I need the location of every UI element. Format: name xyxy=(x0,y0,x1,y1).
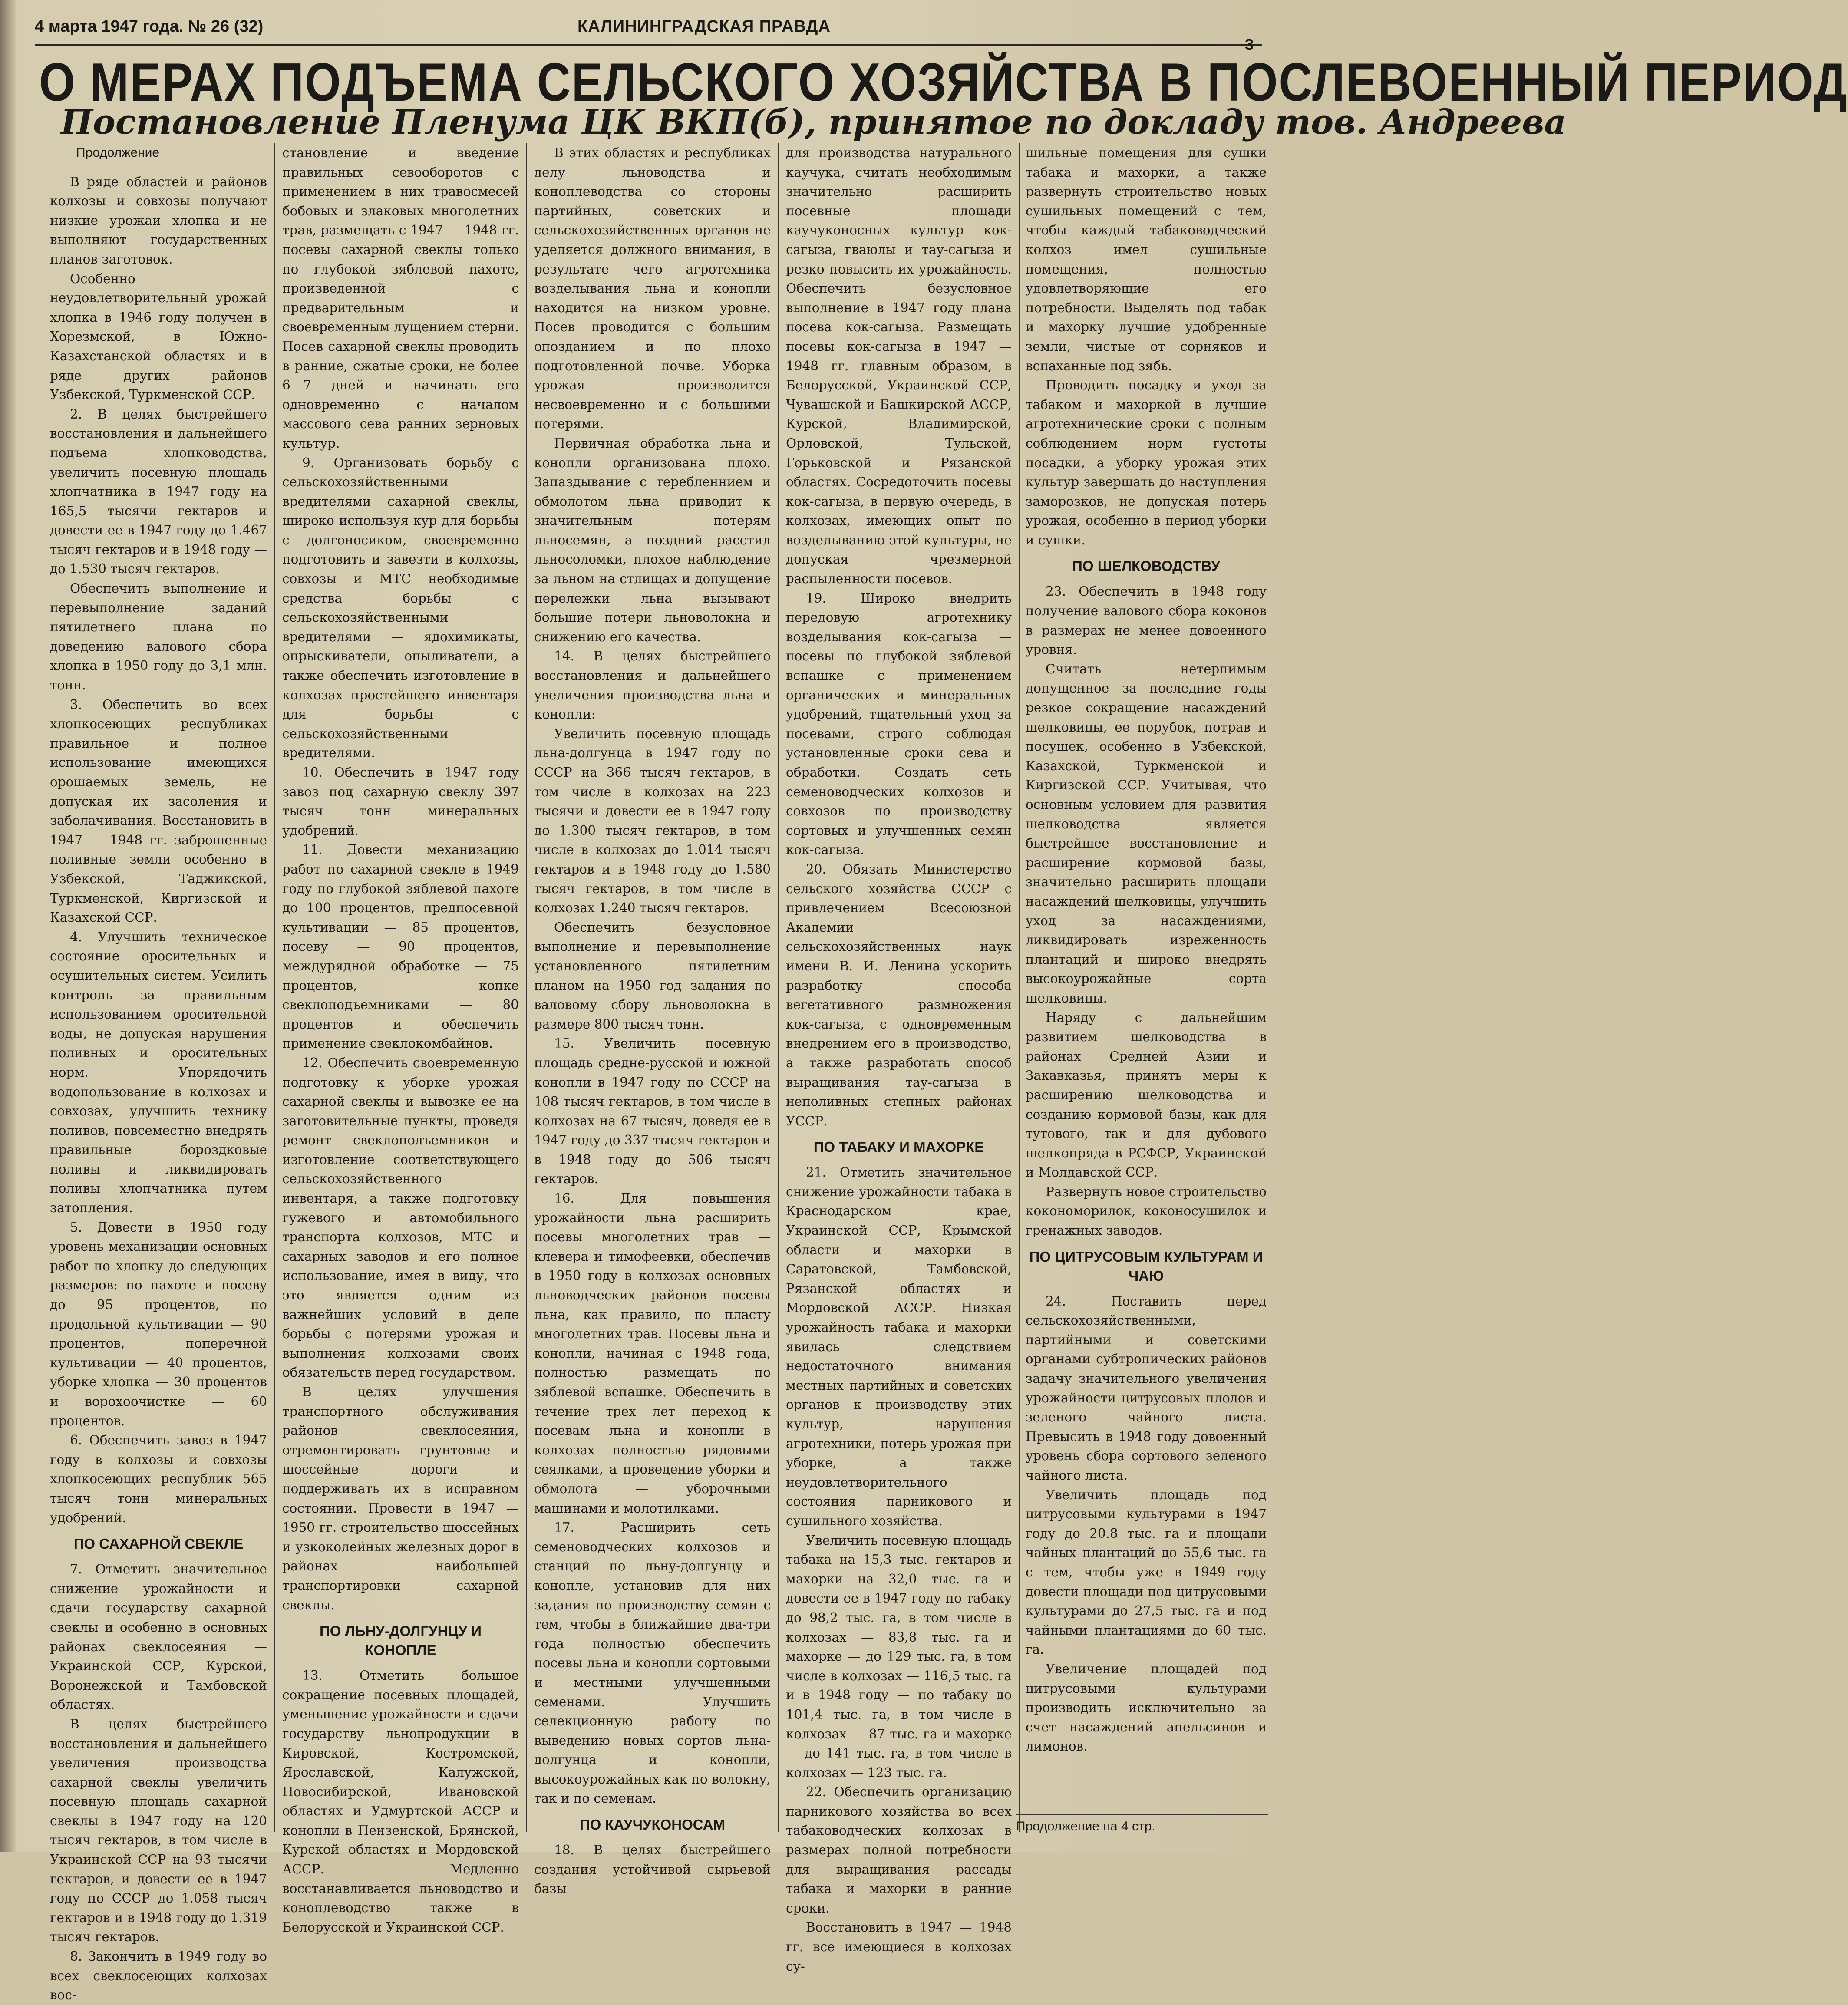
paragraph: 6. Обеспечить завоз в 1947 году в колхозы и совхозы хлопкосеющих республик 565 тысяч тонн минеральных удобрений. xyxy=(50,1433,267,1525)
paragraph: 17. Расширить сеть семеноводческих колхозов и станций по льну-долгунцу и конопле, установив для них задания по производству семян с тем, чтобы в ближайшие два-три года полностью обеспечить посевы льна и конопли сортовыми и местными улучшенными семенами. Улучшить селекционную работу по выведению новых сортов льна-долгунца и конопли, высокоурожайных как по волокну, так и по семенам. xyxy=(534,1520,771,1806)
text-column-1 xyxy=(50,143,267,2003)
paragraph: 13. Отметить большое сокращение посевных площадей, уменьшение урожайности и сдачи государству льнопродукции в Кировской, Костромской, Ярославской, Калужской, Новосибирской, Ивановской областях и Удмуртской АССР и конопли в Пензенской, Брянской, Курской областях и Мордовской АССР. Медленно восстанавливается льноводство и коноплеводство также в Белорусской и Украинской ССР. xyxy=(282,1668,519,1935)
column-divider xyxy=(778,143,779,1832)
paragraph: 8. Закончить в 1949 году во всех свеклосеющих колхозах вос- xyxy=(50,1949,267,2003)
text-column-2 xyxy=(282,143,519,1935)
text-column-4 xyxy=(786,143,1012,1974)
continuation-note: Продолжение на 4 стр. xyxy=(1016,1819,1155,1834)
headline: О МЕРАХ ПОДЪЕМА СЕЛЬСКОГО ХОЗЯЙСТВА В ПОСЛЕВОЕННЫЙ ПЕРИОД xyxy=(39,53,1848,112)
paragraph: 15. Увеличить посевную площадь средне-русской и южной конопли в 1947 году по СССР на 108 тысяч гектаров, в том числе в колхозах на 67 тысяч, доведя ее в 1947 году до 337 тысяч гектаров и в 1948 году до 506 тысяч гектаров. xyxy=(534,1036,771,1187)
column-divider xyxy=(526,143,527,1832)
newspaper-name: КАЛИНИНГРАДСКАЯ ПРАВДА xyxy=(578,17,831,36)
paragraph: Развернуть новое строительство кокономорилок, коконосушилок и гренажных заводов. xyxy=(1026,1184,1267,1238)
paragraph: 19. Широко внедрить передовую агротехнику возделывания кок-сагыза — посевы по глубокой зяблевой вспашке с применением органических и минеральных удобрений, тщательный уход за посевами, строго соблюдая установленные сроки сева и обработки. Создать сеть семеноводческих колхозов и совхозов по производству сортовых и улучшенных семян кок-сагыза. xyxy=(786,590,1012,857)
section-heading: ПО ШЕЛКОВОДСТВУ xyxy=(1072,558,1220,574)
paragraph: для производства натурального каучука, считать необходимым значительно расширить посевные площади каучуконосных культур кок-сагыза, гваюлы и тау-сагыза и резко повысить их урожайность. Обеспечить безусловное выполнение в 1947 году плана посева кок-сагыза. Размещать посевы кок-сагыза в 1947 — 1948 гг. главным образом, в Белорусской, Украинской ССР, Чувашской и Башкирской АССР, Курской, Владимирской, Орловской, Тульской, Горьковской и Рязанской областях. Сосредоточить посевы кок-сагыза, в первую очередь, в колхозах, имеющих опыт по возделыванию этой культуры, не допуская чрезмерной распыленности посевов. xyxy=(786,145,1012,587)
paragraph: Обеспечить безусловное выполнение и перевыполнение установленного пятилетним планом на 1950 год задания по валовому сбору льноволокна в размере 800 тысяч тонн. xyxy=(534,920,771,1032)
section-heading: ПО КАУЧУКОНОСАМ xyxy=(579,1817,726,1833)
paragraph: 22. Обеспечить организацию парникового хозяйства во всех табаководческих колхозах в размерах полной потребности для выращивания рассады табака и махорки в ранние сроки. xyxy=(786,1784,1012,1916)
paragraph: В ряде областей и районов колхозы и совхозы получают низкие урожаи хлопка и не выполняют государственных планов заготовок. xyxy=(50,174,267,267)
paragraph: 5. Довести в 1950 году уровень механизации основных работ по хлопку до следующих размеров: по пахоте и посеву до 95 процентов, по продольной культивации — 90 процентов, поперечной культивации — 40 процентов, уборке хлопка — 30 процентов и ворохоочистке — 60 процентов. xyxy=(50,1220,267,1428)
continuation-label: Продолжение xyxy=(76,145,160,160)
paragraph: В целях быстрейшего восстановления и дальнейшего увеличения производства сахарной свеклы увеличить посевную площадь сахарной свеклы в 1947 году на 120 тысяч гектаров, в том числе в Украинской ССР на 93 тысячи гектаров, и довести ее в 1947 году по СССР до 1.058 тысяч гектаров и в 1948 году до 1.319 тысяч гектаров. xyxy=(50,1716,267,1945)
paragraph: 24. Поставить перед сельскохозяйственными, партийными и советскими органами субтропических районов задачу значительного увеличения урожайности цитрусовых плодов и зеленого чайного листа. Превысить в 1948 году довоенный уровень сбора сортового зеленого чайного листа. xyxy=(1026,1293,1267,1483)
paragraph: Наряду с дальнейшим развитием шелководства в районах Средней Азии и Закавказья, принять меры к расширению шелководства и созданию кормовой базы, как для тутового, так и для дубового шелкопряда в РСФСР, Украинской и Молдавской ССР. xyxy=(1026,1010,1267,1180)
paragraph: Увеличить площадь под цитрусовыми культурами в 1947 году до 20.8 тыс. га и площади чайных плантаций до 55,6 тыс. га с тем, чтобы уже в 1949 году довести площади под цитрусовыми культурами до 27,5 тыс. га и под чайными плантациями до 60 тыс. га. xyxy=(1026,1487,1267,1657)
page-number: 3 xyxy=(1244,36,1254,53)
paragraph: 14. В целях быстрейшего восстановления и дальнейшего увеличения производства льна и конопли: xyxy=(534,649,771,722)
masthead xyxy=(35,17,1262,53)
paragraph: 11. Довести механизацию работ по сахарной свекле в 1949 году по глубокой зяблевой пахоте до 100 процентов, предпосевной культивации — 85 процентов, посеву — 90 процентов, междурядной обработке — 75 процентов, копке свеклоподъемниками — 80 процентов и обеспечить применение свеклокомбайнов. xyxy=(282,842,519,1051)
column-divider xyxy=(274,143,275,1832)
issue-date: 4 марта 1947 года. № 26 (32) xyxy=(35,17,264,36)
paragraph: В целях улучшения транспортного обслуживания районов свеклосеяния, отремонтировать грунтовые и шоссейные дороги и поддерживать их в исправном состоянии. Провести в 1947 — 1950 гг. строительство шоссейных и узкоколейных железных дорог в районах наибольшей транспортировки сахарной свеклы. xyxy=(282,1385,519,1613)
paragraph: В этих областях и республиках делу льноводства и коноплеводства со стороны партийных, советских и сельскохозяйственных органов не уделяется должного внимания, в результате чего агротехника возделывания льна и конопли находится на низком уровне. Посев проводится с большим опозданием и по плохо подготовленной почве. Уборка урожая производится несвоевременно и с большими потерями. xyxy=(534,145,771,432)
paragraph: 9. Организовать борьбу с сельскохозяйственными вредителями сахарной свеклы, широко используя кур для борьбы с долгоносиком, своевременно подготовить и завезти в колхозы, совхозы и МТС необходимые средства борьбы с сельскохозяйственными вредителями — ядохимикаты, опрыскиватели, опыливатели, а также обеспечить изготовление в колхозах простейшего инвентаря для борьбы с сельскохозяйственными вредителями. xyxy=(282,455,519,761)
column-divider xyxy=(1019,143,1020,1832)
paragraph: становление и введение правильных севооборотов с применением в них травосмесей бобовых и злаковых многолетних трав, размещать с 1947 — 1948 гг. посевы сахарной свеклы только по глубокой зяблевой пахоте, произведенной с предварительным и своевременным лущением стерни. Посев сахарной свеклы проводить в ранние, сжатые сроки, не более 6—7 дней и начинать его одновременно с началом массового сева ранних зерновых культур. xyxy=(282,145,519,451)
paragraph: 2. В целях быстрейшего восстановления и дальнейшего подъема хлопководства, увеличить посевную площадь хлопчатника в 1947 году на 165,5 тысячи гектаров и довести ее в 1947 году до 1.467 тысяч гектаров и в 1948 году — до 1.530 тысяч гектаров. xyxy=(50,406,267,577)
paragraph: 23. Обеспечить в 1948 году получение валового сбора коконов в размерах не менее довоенного уровня. xyxy=(1026,584,1267,657)
paragraph: 10. Обеспечить в 1947 году завоз под сахарную свеклу 397 тысяч тонн минеральных удобрений. xyxy=(282,765,519,838)
paragraph: Считать нетерпимым допущенное за последние годы резкое сокращение насаждений шелковицы, ее порубок, потрав и посушек, особенно в Узбекской, Казахской, Туркменской и Киргизской ССР. Учитывая, что основным условием для развития шелководства является быстрейшее восстановление и расширение кормовой базы, значительно расширить площади насаждений шелковицы, улучшить уход за насаждениями, ликвидировать изреженность плантаций и широко внедрять высокоурожайные сорта шелковицы. xyxy=(1026,661,1267,1006)
paragraph: 21. Отметить значительное снижение урожайности табака в Краснодарском крае, Украинской ССР, Крымской области и махорки в Саратовской, Тамбовской, Рязанской областях и Мордовской АССР. Низкая урожайность табака и махорки явилась следствием недостаточного внимания местных партийных и советских органов к производству этих культур, нарушения агротехники, потерь урожая при уборке, а также неудовлетворительного состояния парникового и сушильного хозяйства. xyxy=(786,1165,1012,1528)
paragraph: 4. Улучшить техническое состояние оросительных и осушительных систем. Усилить контроль за правильным использованием оросительной воды, не допуская нарушения поливных и оросительных норм. Упорядочить водопользование в колхозах и совхозах, улучшить технику поливов, повсеместно внедрять правильные бороздковые поливы и ликвидировать поливы хлопчатника путем затопления. xyxy=(50,929,267,1216)
paragraph: Проводить посадку и уход за табаком и махоркой в лучшие агротехнические сроки с полным соблюдением норм густоты посадки, а уборку урожая этих культур завершать до наступления заморозков, не допуская потерь урожая, особенно в период уборки и сушки. xyxy=(1026,378,1267,547)
section-heading: ПО ЦИТРУСОВЫМ КУЛЬТУРАМ И ЧАЮ xyxy=(1029,1248,1263,1284)
footer-divider xyxy=(1016,1814,1268,1815)
paragraph: 7. Отметить значительное снижение урожайности и сдачи государству сахарной свеклы и особенно в основных районах свеклосеяния — Украинской ССР, Курской, Воронежской и Тамбовской областях. xyxy=(50,1562,267,1712)
paragraph: 16. Для повышения урожайности льна расширить посевы многолетних трав — клевера и тимофеевки, обеспечив в 1950 году в колхозах основных льноводческих районов посевы льна, как правило, по пласту многолетних трав. Посевы льна и конопли, начиная с 1948 года, полностью размещать по зяблевой вспашке. Обеспечить в течение трех лет переход к посевам льна и конопли в колхозах полностью рядовыми сеялками, а проведение уборки и обмолота — уборочными машинами и молотилками. xyxy=(534,1191,771,1516)
subheadline: Постановление Пленума ЦК ВКП(б), принятое по докладу тов. Андреева xyxy=(61,102,1566,142)
paragraph: 18. В целях быстрейшего создания устойчивой сырьевой базы xyxy=(534,1843,771,1896)
text-column-3 xyxy=(534,143,771,1896)
paragraph: 20. Обязать Министерство сельского хозяйства СССР с привлечением Всесоюзной Академии сельскохозяйственных наук имени В. И. Ленина ускорить разработку способа вегетативного размножения кок-сагыза, с одновременным внедрением его в производство, а также разработать способ выращивания тау-сагыза в неполивных степных районах УССР. xyxy=(786,861,1012,1128)
section-heading: ПО ТАБАКУ И МАХОРКЕ xyxy=(813,1139,984,1155)
section-heading: ПО САХАРНОЙ СВЕКЛЕ xyxy=(73,1536,244,1552)
text-column-5 xyxy=(1026,143,1267,1806)
paragraph: Обеспечить выполнение и перевыполнение заданий пятилетнего плана по доведению валового сбора хлопка в 1950 году до 3,1 млн. тонн. xyxy=(50,581,267,693)
paragraph: Увеличить посевную площадь льна-долгунца в 1947 году по СССР на 366 тысяч гектаров, в том числе в колхозах на 223 тысячи и довести ее в 1947 году до 1.300 тысяч гектаров, в том числе в колхозах до 1.014 тысяч гектаров и в 1948 году до 1.580 тысяч гектаров, в том числе в колхозах 1.240 тысяч гектаров. xyxy=(534,726,771,916)
paragraph: шильные помещения для сушки табака и махорки, а также развернуть строительство новых сушильных помещений с тем, чтобы каждый табаководческий колхоз имел сушильные помещения, полностью удовлетворяющие его потребности. Выделять под табак и махорку лучшие удобренные земли, чистые от сорняков и вспаханные под зябь. xyxy=(1026,145,1267,373)
paragraph: Восстановить в 1947 — 1948 гг. все имеющиеся в колхозах су- xyxy=(786,1920,1012,1974)
paragraph: 3. Обеспечить во всех хлопкосеющих республиках правильное и полное использование имеющихся орошаемых земель, не допуская их засоления и заболачивания. Восстановить в 1947 — 1948 гг. заброшенные поливные земли особенно в Узбекской, Таджикской, Туркменской, Киргизской и Казахской ССР. xyxy=(50,697,267,925)
paragraph: Первичная обработка льна и конопли организована плохо. Запаздывание с теребленнием и обмолотом льна приводит к значительным потерям льносемян, а поздний расстил льносоломки, плохое наблюдение за льном на стлищах и допущение перележки льна вызывают большие потери льноволокна и снижению его качества. xyxy=(534,435,771,644)
section-heading: ПО ЛЬНУ-ДОЛГУНЦУ И КОНОПЛЕ xyxy=(320,1623,482,1659)
paragraph: Увеличить посевную площадь табака на 15,3 тыс. гектаров и махорки на 32,0 тыс. га и довести ее в 1947 году по табаку до 98,2 тыс. га, в том числе в колхозах — 83,8 тыс. га и махорке — до 129 тыс. га, в том числе в колхозах — 116,5 тыс. га и в 1948 году — по табаку до 101,4 тыс. га, в том числе в колхозах — 87 тыс. га и махорке — до 141 тыс. га, в том числе в колхозах — 123 тыс. га. xyxy=(786,1533,1012,1780)
paragraph: Особенно неудовлетворительный урожай хлопка в 1946 году получен в Хорезмской, в Южно-Казахстанской областях и в ряде других районов Узбекской, Туркменской ССР. xyxy=(50,271,267,402)
paragraph: Увеличение площадей под цитрусовыми культурами производить исключительно за счет насаждений апельсинов и лимонов. xyxy=(1026,1661,1267,1754)
paragraph: 12. Обеспечить своевременную подготовку к уборке урожая сахарной свеклы и вывозке ее на заготовительные пункты, проведя ремонт свеклоподъемников и изготовление соответствующего сельскохозяйственного инвентаря, а также подготовку гужевого и автомобильного транспорта колхозов, МТС и сахарных заводов и его полное использование, имея в виду, что это является одним из важнейших условий в деле борьбы с потерями урожая и выполнения колхозами своих обязательств перед государством. xyxy=(282,1055,519,1380)
